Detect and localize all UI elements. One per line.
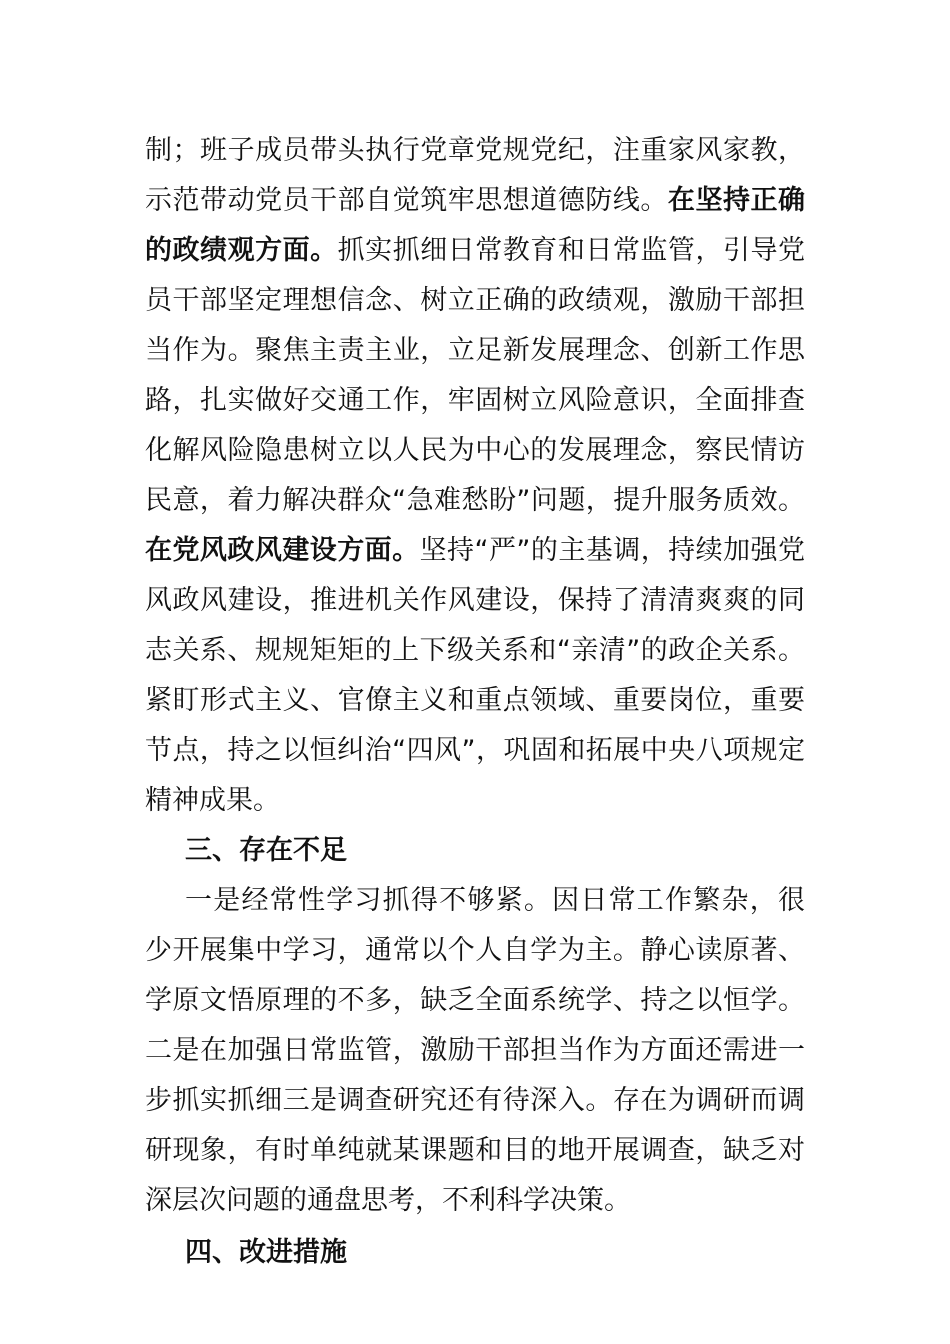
paragraph-text: 抓实抓细日常教育和日常监管，引导党员干部坚定理想信念、树立正确的政绩观，激励干部担当作为。聚焦主责主业，立足新发展理念、创新工作思路，扎实做好交通工作，牢固树立风险意识，全面排查化解风险隐患树立以人民为中心的发展理念，察民情访民意，着力解决群众“急难愁盼”问题，提升服务质效。 xyxy=(145,235,806,516)
paragraph-continued xyxy=(145,126,805,826)
document-body xyxy=(145,126,805,1278)
paragraph-shortcomings: 一是经常性学习抓得不够紧。因日常工作繁杂，很少开展集中学习，通常以个人自学为主。静心读原著、学原文悟原理的不多，缺乏全面系统学、持之以恒学。二是在加强日常监管，激励干部担当作为方面还需进一步抓实抓细三是调查研究还有待深入。存在为调研而调研现象，有时单纯就某课题和目的地开展调查，缺乏对深层次问题的通盘思考，不利科学决策。 xyxy=(145,885,805,1216)
paragraph-text: 坚持“严”的主基调，持续加强党风政风建设，推进机关作风建设，保持了清清爽爽的同志关系、规规矩矩的上下级关系和“亲清”的政企关系。紧盯形式主义、官僚主义和重点领域、重要岗位，重要节点，持之以恒纠治“四风”，巩固和拓展中央八项规定精神成果。 xyxy=(145,535,805,816)
section-heading-improvements: 四、改进措施 xyxy=(185,1237,347,1268)
bold-lead-party-style: 在党风政风建设方面。 xyxy=(145,535,420,566)
bold-lead-political-performance: 在坚持正确的政绩观方面。 xyxy=(145,185,806,266)
section-heading-shortcomings: 三、存在不足 xyxy=(185,835,347,866)
paragraph-text: 制；班子成员带头执行党章党规党纪，注重家风家教，示范带动党员干部自觉筑牢思想道德防线。 xyxy=(145,135,805,216)
